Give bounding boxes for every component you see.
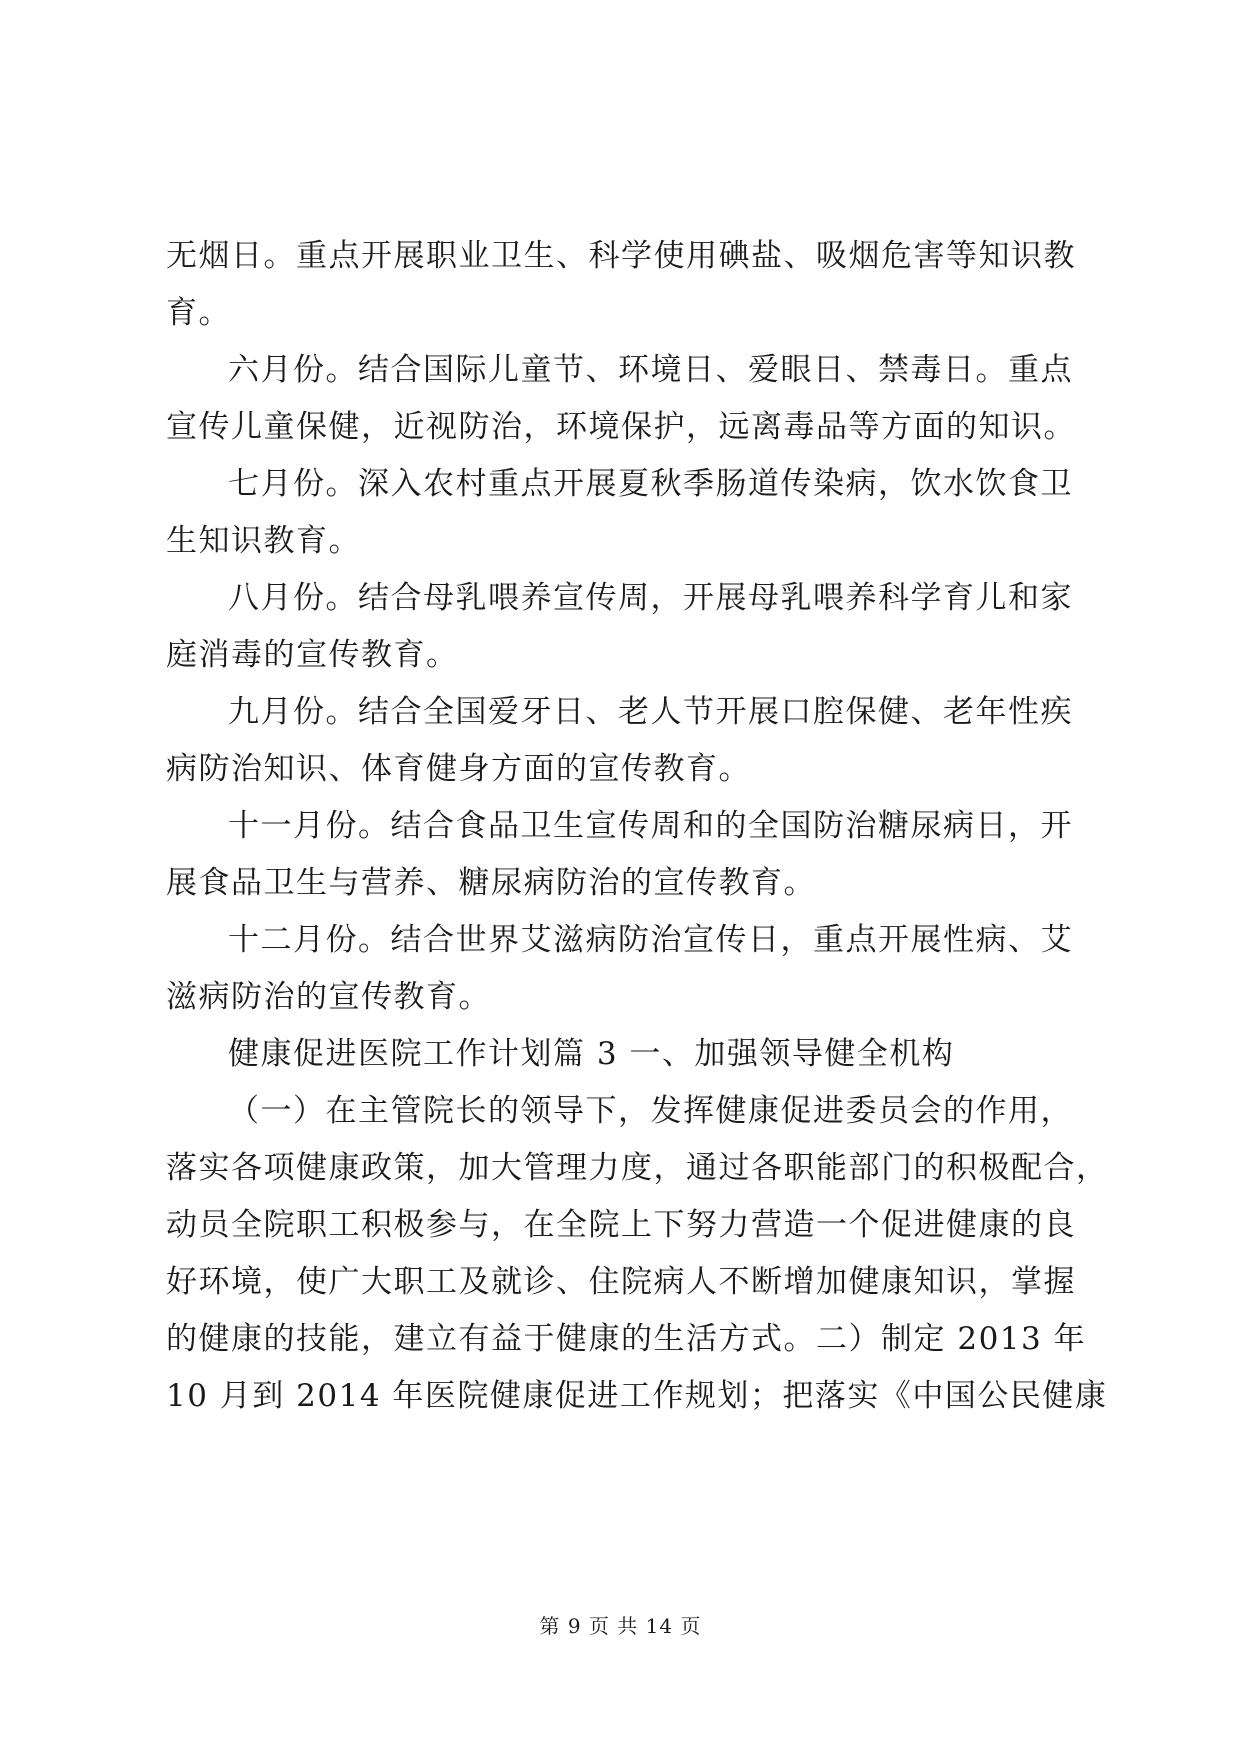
- paragraph-line: 十二月份。结合世界艾滋病防治宣传日，重点开展性病、艾: [228, 922, 1073, 958]
- paragraph-line: 九月份。结合全国爱牙日、老人节开展口腔保健、老年性疾: [228, 694, 1073, 730]
- paragraph-line: 十一月份。结合食品卫生宣传周和的全国防治糖尿病日，开: [228, 808, 1073, 844]
- text-line: 好环境，使广大职工及就诊、住院病人不断增加健康知识，掌握: [166, 1264, 1076, 1300]
- text-line: 育。: [166, 295, 231, 331]
- paragraph-line: 七月份。深入农村重点开展夏秋季肠道传染病，饮水饮食卫: [228, 466, 1073, 502]
- text-line: 展食品卫生与营养、糖尿病防治的宣传教育。: [166, 865, 816, 901]
- page-footer: 第 9 页 共 14 页: [539, 1614, 702, 1638]
- text-line: 病防治知识、体育健身方面的宣传教育。: [166, 751, 751, 787]
- text-line: 10 月到 2014 年医院健康促进工作规划；把落实《中国公民健康: [166, 1378, 1108, 1414]
- text-line: 庭消毒的宣传教育。: [166, 637, 459, 673]
- text-line: 宣传儿童保健，近视防治，环境保护，远离毒品等方面的知识。: [166, 409, 1076, 445]
- text-line: 落实各项健康政策，加大管理力度，通过各职能部门的积极配合，: [166, 1150, 1109, 1186]
- text-line: 生知识教育。: [166, 523, 361, 559]
- body-text: [166, 228, 1109, 1425]
- text-line: 无烟日。重点开展职业卫生、科学使用碘盐、吸烟危害等知识教: [166, 238, 1076, 274]
- section-heading: 健康促进医院工作计划篇 3 一、加强领导健全机构: [228, 1036, 955, 1072]
- text-line: 滋病防治的宣传教育。: [166, 979, 491, 1015]
- paragraph-line: 八月份。结合母乳喂养宣传周，开展母乳喂养科学育儿和家: [228, 580, 1073, 616]
- paragraph-line: （一）在主管院长的领导下，发挥健康促进委员会的作用，: [228, 1093, 1073, 1129]
- text-line: 的健康的技能，建立有益于健康的生活方式。二）制定 2013 年: [166, 1321, 1087, 1357]
- paragraph-line: 六月份。结合国际儿童节、环境日、爱眼日、禁毒日。重点: [228, 352, 1073, 388]
- text-line: 动员全院职工积极参与，在全院上下努力营造一个促进健康的良: [166, 1207, 1076, 1243]
